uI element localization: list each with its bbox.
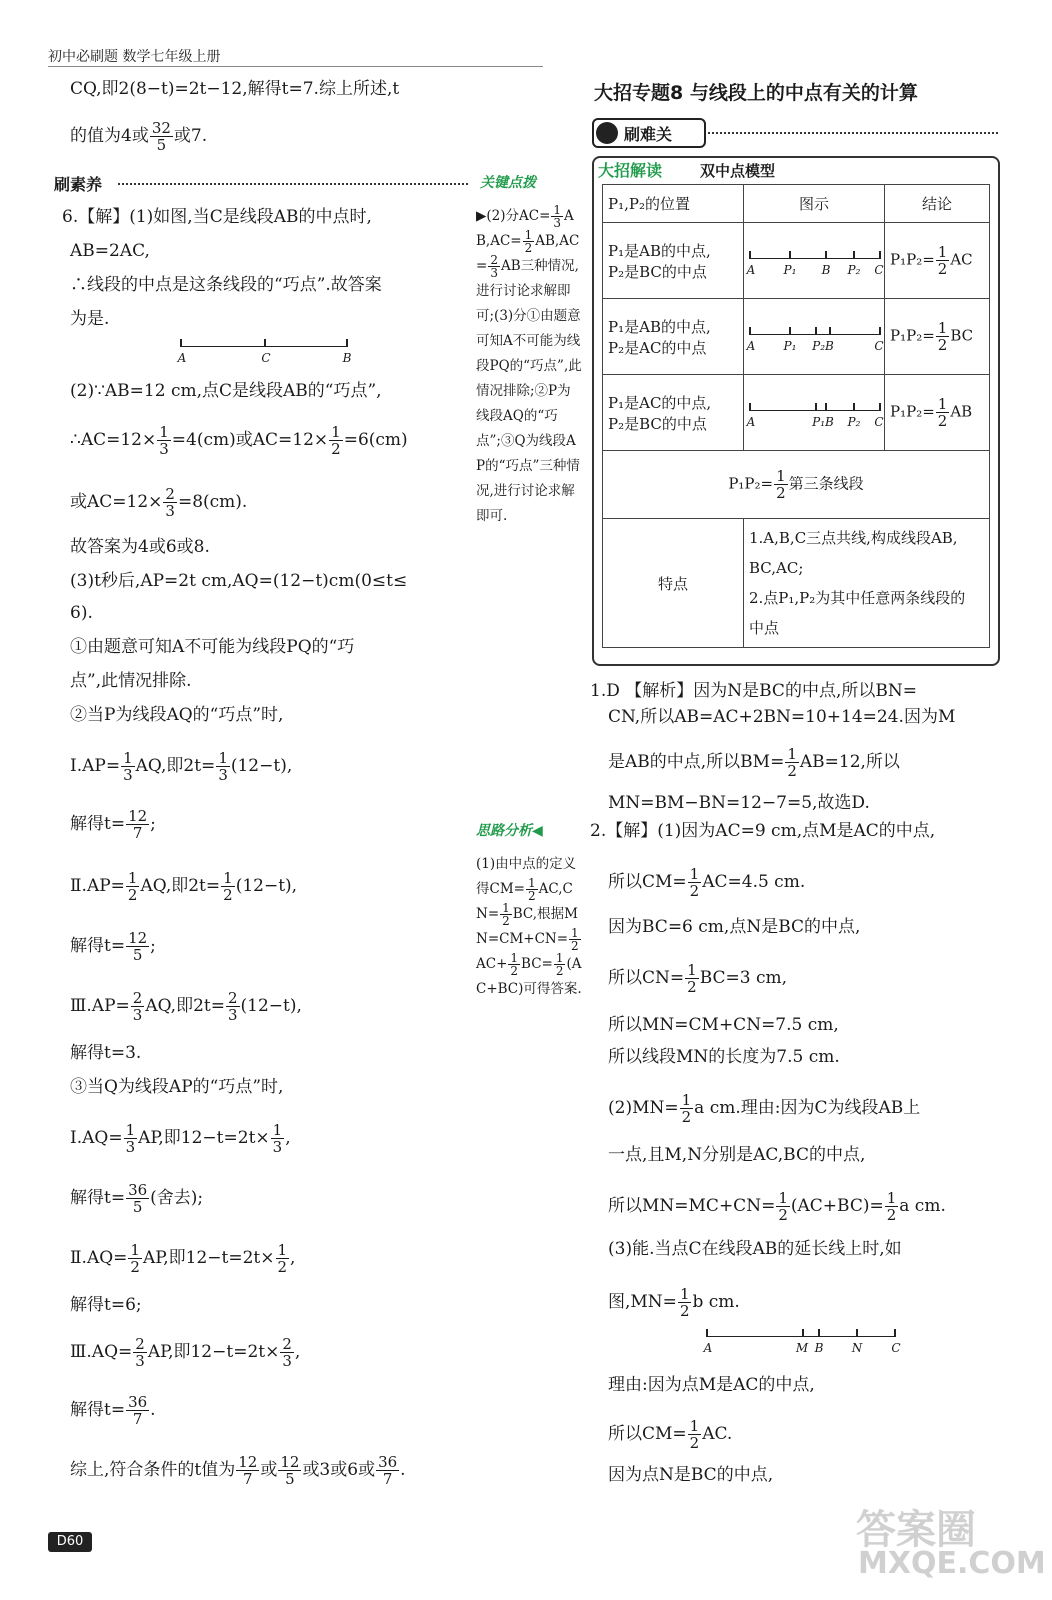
row3-conclusion: P₁P₂= $\frac{1}{2}$ AB: [885, 375, 990, 451]
th-conclusion: 结论: [885, 185, 990, 223]
q1-line-3: 是AB的中点,所以BM= $\frac{1}{2}$ AB=12,所以: [608, 745, 900, 780]
q2-line-6: 所以线段MN的长度为7.5 cm.: [608, 1047, 840, 1067]
q2-line-1: 2.【解】(1)因为AC=9 cm,点M是AC的中点,: [590, 821, 936, 841]
q2-line-8: 一点,且M,N分别是AC,BC的中点,: [608, 1145, 866, 1165]
p3-line-5: ②当P为线段AQ的“巧点”时,: [70, 705, 284, 725]
label-c2: C: [891, 1341, 901, 1355]
q2-line-12: 理由:因为点M是AC的中点,: [608, 1375, 815, 1395]
q2-line-13: 所以CM= $\frac{1}{2}$ AC.: [608, 1417, 733, 1452]
row1-conclusion: P₁P₂= $\frac{1}{2}$ AC: [885, 223, 990, 299]
p3-line-6: ③当Q为线段AP的“巧点”时,: [70, 1077, 284, 1097]
p3-line-1: (3)t秒后,AP=2t cm,AQ=(12−t)cm(0≤t≤: [70, 571, 408, 591]
header-rule: [48, 66, 543, 67]
feature-content: 1.A,B,C三点共线,构成线段AB, BC,AC; 2.点P₁,P₂为其中任意两条线段的 中点: [744, 519, 990, 648]
q6-line-2: AB=2AC,: [70, 241, 150, 261]
tick-a: [180, 339, 182, 347]
row1-figure: A P₁ B P₂ C: [744, 223, 885, 299]
think-tag: 思路分析◀: [476, 823, 543, 839]
q6-line-3: ∴线段的中点是这条线段的“巧点”.故答案: [70, 275, 382, 295]
badge-dotline: [708, 132, 998, 134]
left-line-1: CQ,即2(8−t)=2t−12,解得t=7.综上所述,t: [70, 79, 400, 99]
p3-line-4: 点”,此情况排除.: [70, 671, 192, 691]
label-n: N: [851, 1341, 863, 1355]
q2-line-11: 图,MN= $\frac{1}{2}$ b cm.: [608, 1285, 740, 1320]
section-dotline: [118, 183, 468, 185]
p2-line-1: (2)∵AB=12 cm,点C是线段AB的“巧点”,: [70, 381, 382, 401]
q2-line-3: 因为BC=6 cm,点N是BC的中点,: [608, 917, 861, 937]
p2-line-3: 或AC=12× $\frac{2}{3}$ =8(cm).: [70, 485, 248, 520]
badge-box: [592, 118, 706, 148]
q1-line-4: MN=BM−BN=12−7=5,故选D.: [608, 793, 870, 813]
q1-line-2: CN,所以AB=AC+2BN=10+14=24.因为M: [608, 707, 956, 727]
p3-line-3: ①由题意可知A不可能为线段PQ的“巧: [70, 637, 355, 657]
key-tag: 关键点拨: [480, 175, 536, 191]
topic-title: 大招专题8 与线段上的中点有关的计算: [594, 82, 918, 104]
result-3: 解得t=3.: [70, 1043, 142, 1063]
q2-line-14: 因为点N是BC的中点,: [608, 1465, 774, 1485]
q1-line-1: 1.D 【解析】因为N是BC的中点,所以BN=: [590, 681, 917, 701]
case-q-2: Ⅱ.AQ= $\frac{1}{2}$ AP,即12−t=2t× $\frac{1}{2}$ ,: [70, 1241, 296, 1276]
side-note-think: (1)由中点的定义得CM= $\frac{1}{2}$ AC,CN= $\frac{1}{2}$ BC,根据MN=CM+CN= $\frac{1}{2}$ AC+ $\frac{1}{2}$ BC= $\frac{1}{2}$ (AC+BC)可得答案.: [476, 856, 582, 997]
row2-figure: A P₁ P₂B C: [744, 299, 885, 375]
side-note-key: ▶(2)分AC= $\frac{1}{3}$ AB,AC= $\frac{1}{2}$ AB,AC= $\frac{2}{3}$ AB三种情况,进行讨论求解即可;(3)分①由题意可知A不可能为线段PQ的“巧点”,此情况排除;②P为线段AQ的“巧点”;③Q为线段AP的“巧点”三种情况,进行讨论求解即可.: [476, 203, 582, 524]
row1-position: P₁是AB的中点, P₂是BC的中点: [603, 223, 744, 299]
summary-line: 综上,符合条件的t值为 $\frac{12}{7}$ 或 $\frac{12}{5}$ 或3或6或 $\frac{36}{7}$ .: [70, 1453, 406, 1488]
q2-line-10: (3)能.当点C在线段AB的延长线上时,如: [608, 1239, 902, 1259]
case-1: Ⅰ.AP= $\frac{1}{3}$ AQ,即2t= $\frac{1}{3}$ (12−t),: [70, 749, 293, 784]
th-position: P₁,P₂的位置: [603, 185, 744, 223]
q2-line-5: 所以MN=CM+CN=7.5 cm,: [608, 1015, 839, 1035]
watermark-text: 答案圈: [856, 1507, 976, 1553]
label-b2: B: [814, 1341, 824, 1355]
q6-line-4: 为是.: [70, 309, 110, 329]
left-line-2: 的值为4或 $\frac{32}{5}$ 或7.: [70, 119, 208, 154]
model-table: [602, 184, 990, 648]
result-q-2: 解得t=6;: [70, 1295, 142, 1315]
segment-diagram-ambnc: [703, 1336, 901, 1355]
p2-line-4: 故答案为4或6或8.: [70, 537, 210, 557]
label-m: M: [795, 1341, 809, 1355]
tick-b: [346, 339, 348, 347]
p2-line-2: ∴AC=12× $\frac{1}{3}$ =4(cm)或AC=12× $\frac{1}{2}$ =6(cm): [70, 423, 408, 458]
case-q-3: Ⅲ.AQ= $\frac{2}{3}$ AP,即12−t=2t× $\frac{2}{3}$ ,: [70, 1335, 301, 1370]
q2-line-2: 所以CM= $\frac{1}{2}$ AC=4.5 cm.: [608, 865, 806, 900]
result-q-1: 解得t= $\frac{36}{5}$ (舍去);: [70, 1181, 204, 1216]
badge-icon: [596, 122, 618, 144]
label-a2: A: [703, 1341, 713, 1355]
case-q-1: Ⅰ.AQ= $\frac{1}{3}$ AP,即12−t=2t× $\frac{1}{3}$ ,: [70, 1121, 291, 1156]
label-a: A: [177, 351, 187, 365]
label-c: C: [261, 351, 271, 365]
badge-label: 刷难关: [624, 125, 673, 144]
result-2: 解得t= $\frac{12}{5}$ ;: [70, 929, 156, 964]
book-header: 初中必刷题 数学七年级上册: [48, 49, 221, 65]
box-title: 大招解读: [598, 161, 663, 180]
q2-line-9: 所以MN=MC+CN= $\frac{1}{2}$ (AC+BC)= $\frac{1}{2}$ a cm.: [608, 1189, 946, 1224]
q6-line-1: 6.【解】(1)如图,当C是线段AB的中点时,: [62, 207, 372, 227]
row2-conclusion: P₁P₂= $\frac{1}{2}$ BC: [885, 299, 990, 375]
label-b: B: [342, 351, 352, 365]
watermark-url: MXQE.COM: [858, 1546, 1046, 1581]
th-figure: 图示: [744, 185, 885, 223]
row3-figure: A P₁B P₂ C: [744, 375, 885, 451]
q2-line-4: 所以CN= $\frac{1}{2}$ BC=3 cm,: [608, 961, 788, 996]
tick-c: [264, 339, 266, 347]
result-1: 解得t= $\frac{12}{7}$ ;: [70, 807, 156, 842]
result-q-3: 解得t= $\frac{36}{7}$ .: [70, 1393, 156, 1428]
p3-line-2: 6).: [70, 603, 93, 623]
summary-row: P₁P₂= $\frac{1}{2}$ 第三条线段: [603, 451, 990, 519]
segment-diagram-acb: [177, 346, 352, 365]
feature-label: 特点: [603, 519, 744, 648]
q2-line-7: (2)MN= $\frac{1}{2}$ a cm.理由:因为C为线段AB上: [608, 1091, 921, 1126]
page-number: D60: [48, 1532, 92, 1552]
row2-position: P₁是AB的中点, P₂是AC的中点: [603, 299, 744, 375]
case-3: Ⅲ.AP= $\frac{2}{3}$ AQ,即2t= $\frac{2}{3}$ (12−t),: [70, 989, 302, 1024]
section-title-suyang: 刷素养: [54, 175, 103, 194]
box-subtitle: 双中点模型: [700, 162, 776, 180]
row3-position: P₁是AC的中点, P₂是BC的中点: [603, 375, 744, 451]
case-2: Ⅱ.AP= $\frac{1}{2}$ AQ,即2t= $\frac{1}{2}$ (12−t),: [70, 869, 298, 904]
